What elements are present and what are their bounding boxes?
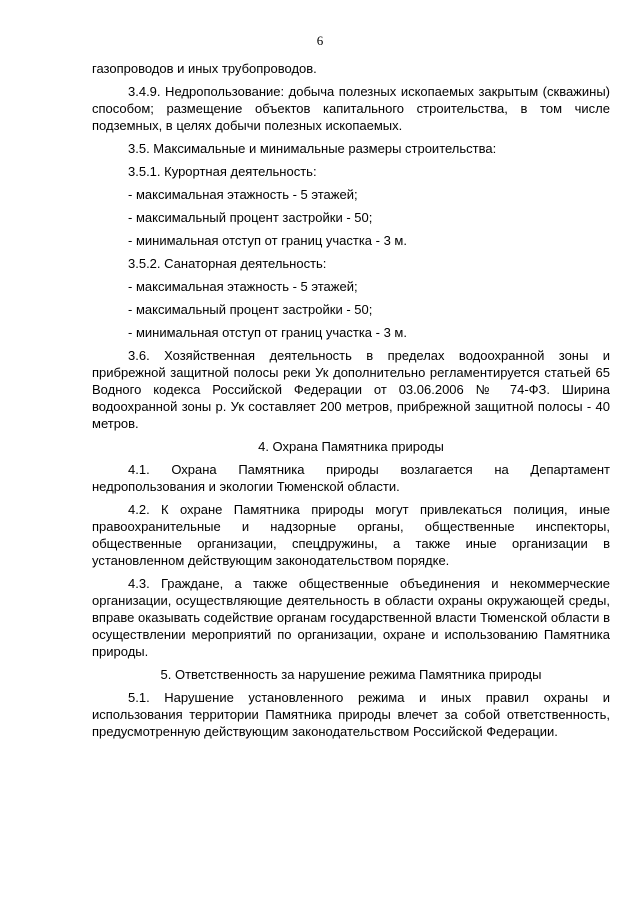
paragraph-3-4-9: 3.4.9. Недропользование: добыча полезных ископаемых закрытым (скважины) способом; размещение объектов капитального строительства, в том числе подземных, в целях добычи полезных ископаемых. — [92, 84, 610, 133]
paragraph-4-1: 4.1. Охрана Памятника природы возлагается на Департамент недропользования и экологии Тюменской области. — [92, 462, 610, 494]
paragraph-3-5: 3.5. Максимальные и минимальные размеры строительства: — [128, 141, 497, 156]
list-item-coverage: - максимальный процент застройки - 50; — [128, 302, 373, 317]
document-body — [92, 60, 610, 740]
paragraph-3-6: 3.6. Хозяйственная деятельность в пределах водоохранной зоны и прибрежной защитной полосы реки Ук дополнительно регламентируется статьей 65 Водного кодекса Российской Федерации от 03.06.2006 № 74-ФЗ. Ширина водоохранной зоны р. Ук составляет 200 метров, прибрежной защитной полосы - 40 метров. — [92, 348, 610, 431]
list-item-setback: - минимальная отступ от границ участка - 3 м. — [128, 233, 407, 248]
list-item-floors: - максимальная этажность - 5 этажей; — [128, 279, 358, 294]
list-item-setback: - минимальная отступ от границ участка - 3 м. — [128, 325, 407, 340]
paragraph-3-5-1: 3.5.1. Курортная деятельность: — [128, 164, 317, 179]
page-number: 6 — [316, 33, 324, 48]
paragraph-4-2: 4.2. К охране Памятника природы могут привлекаться полиция, иные правоохранительные и надзорные органы, общественные инспекторы, общественные организации, спецдружины, а также иные организации в установленном действующим законодательством порядке. — [92, 502, 610, 568]
section-heading-4: 4. Охрана Памятника природы — [258, 439, 444, 454]
paragraph-5-1: 5.1. Нарушение установленного режима и иных правил охраны и использования территории Памятника природы влечет за собой ответственность, предусмотренную действующим законодательством Российской Федерации. — [92, 690, 610, 739]
list-item-floors: - максимальная этажность - 5 этажей; — [128, 187, 358, 202]
list-item-coverage: - максимальный процент застройки - 50; — [128, 210, 373, 225]
paragraph-4-3: 4.3. Граждане, а также общественные объединения и некоммерческие организации, осуществляющие деятельность в области охраны окружающей среды, вправе оказывать содействие органам государственной власти Тюменской области в осуществлении мероприятий по организации, охране и использованию Памятника природы. — [92, 576, 610, 659]
section-heading-5: 5. Ответственность за нарушение режима Памятника природы — [160, 667, 542, 682]
paragraph-3-5-2: 3.5.2. Санаторная деятельность: — [128, 256, 327, 271]
paragraph-1: газопроводов и иных трубопроводов. — [92, 61, 317, 76]
